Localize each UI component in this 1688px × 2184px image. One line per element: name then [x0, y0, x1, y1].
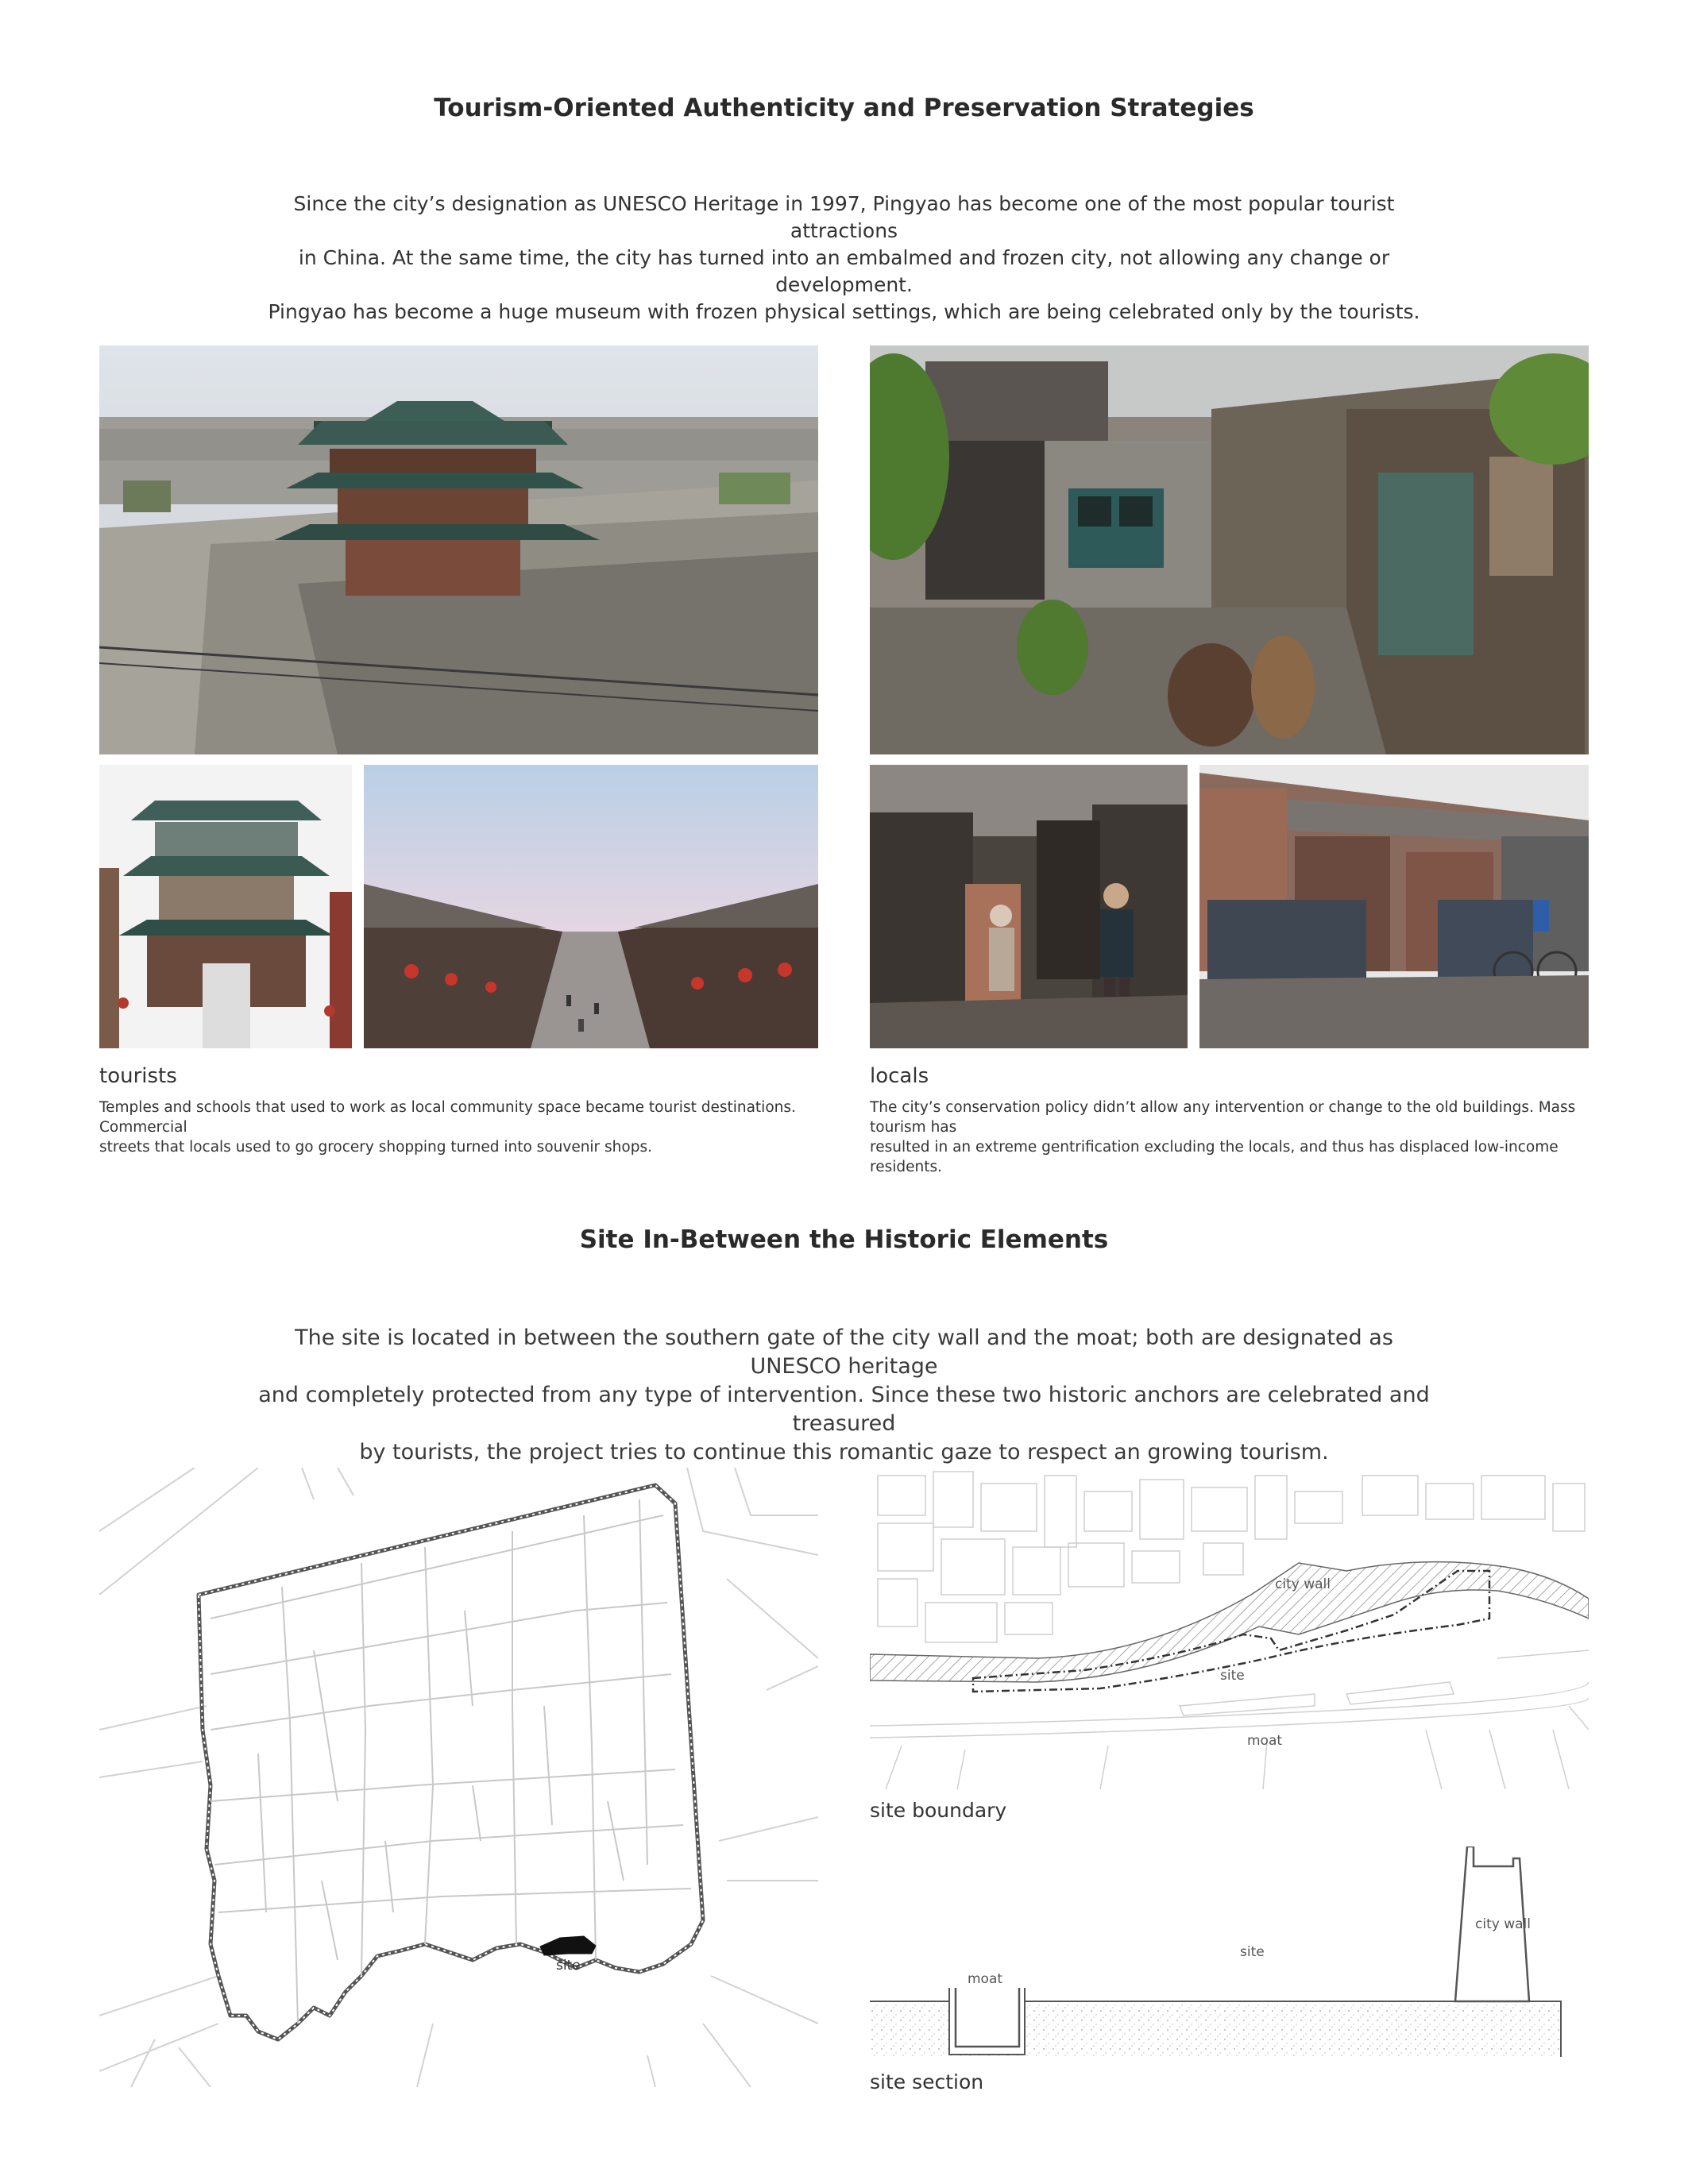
- city-map-site-label: site: [556, 1958, 581, 1974]
- site-boundary-caption: site boundary: [870, 1799, 1007, 1822]
- photo-bell-tower-city-wall: [99, 345, 818, 754]
- ground: [870, 2001, 1561, 2057]
- photo-tower-street: [99, 765, 352, 1048]
- site-section-drawing: [870, 1846, 1589, 2061]
- city-wall: [199, 1485, 703, 2039]
- surrounding-roads: [99, 1468, 818, 2087]
- boundary-label-site: site: [1220, 1668, 1245, 1684]
- site-marker: [540, 1936, 596, 1955]
- intro-line: Pingyao has become a huge museum with frozen physical settings, which are being celebrated only by the tourists.: [268, 300, 1420, 323]
- caption-line: resulted in an extreme gentrification excluding the locals, and thus has displaced low-income residents.: [870, 1139, 1559, 1175]
- site-section-caption: site section: [870, 2070, 984, 2093]
- photo-commercial-street: [364, 765, 818, 1048]
- site-boundary-drawing: [870, 1468, 1589, 1789]
- intro-line: Since the city’s designation as UNESCO Heritage in 1997, Pingyao has become one of the most popular tourist attractions: [293, 192, 1395, 242]
- intro-line: The site is located in between the southern gate of the city wall and the moat; both are designated as UNESCO heritage: [295, 1325, 1393, 1379]
- caption-line: streets that locals used to go grocery shopping turned into souvenir shops.: [99, 1139, 652, 1156]
- photo-locals-alley: [870, 765, 1188, 1048]
- photo-locals-dwellings: [1199, 765, 1589, 1048]
- intro-line: and completely protected from any type of intervention. Since these two historic anchors are celebrated and treasured: [258, 1383, 1430, 1436]
- boundary-label-moat: moat: [1247, 1733, 1283, 1749]
- section-heading-tourism: Tourism-Oriented Authenticity and Preservation Strategies: [434, 94, 1254, 122]
- intro-line: by tourists, the project tries to continue this romantic gaze to respect an growing tourism.: [359, 1440, 1329, 1464]
- boundary-label-city-wall: city wall: [1275, 1576, 1331, 1592]
- section-label-moat: moat: [968, 1971, 1003, 1987]
- photo-old-courtyard: [870, 345, 1589, 754]
- city-wall-band: [870, 1562, 1589, 1682]
- caption-line: The city’s conservation policy didn’t allow any intervention or change to the old buildings. Mass tourism has: [870, 1099, 1576, 1136]
- section-heading-site: Site In-Between the Historic Elements: [579, 1225, 1109, 1254]
- caption-line: Temples and schools that used to work as local community space became tourist destinations. Commercial: [99, 1099, 796, 1136]
- inner-streets: [211, 1499, 691, 2024]
- caption-text-tourists: [99, 1098, 830, 1157]
- section-intro-site: [246, 1324, 1442, 1467]
- city-map-drawing: [99, 1468, 818, 2087]
- caption-title-tourists: tourists: [99, 1064, 177, 1088]
- section-intro-tourism: [262, 191, 1426, 326]
- section-label-city-wall: city wall: [1475, 1916, 1531, 1932]
- caption-title-locals: locals: [870, 1064, 929, 1088]
- intro-line: in China. At the same time, the city has turned into an embalmed and frozen city, not allowing any change or development.: [298, 246, 1390, 296]
- caption-text-locals: [870, 1098, 1601, 1177]
- section-label-site: site: [1240, 1944, 1265, 1960]
- moat-channel: [956, 1988, 1019, 2047]
